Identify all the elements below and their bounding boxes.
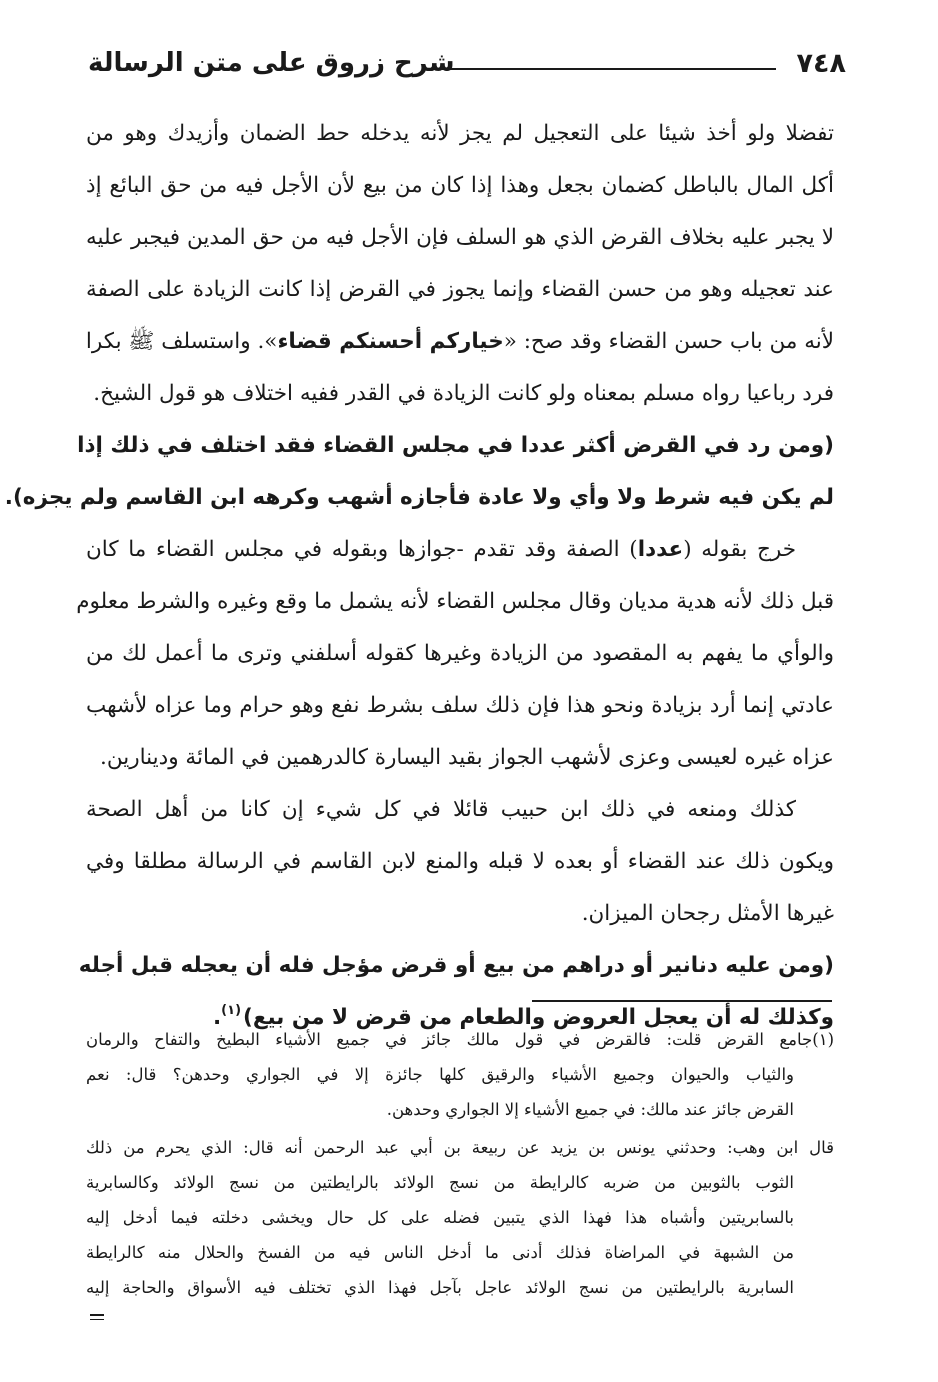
text-line: عند تعجيله وهو من حسن القضاء وإنما يجوز في القرض إذا كانت الزيادة على الصفة xyxy=(86,277,834,302)
text-line: ويكون ذلك عند القضاء أو بعده لا قبله والمنع لابن القاسم في الرسالة مطلقا وفي xyxy=(86,849,834,874)
footnote-line: من الشبهة في المراضاة فذلك أدنى ما أدخل الناس فيه من الفسخ والحلال منه كالرايطة xyxy=(86,1243,794,1262)
matn-line: لم يكن فيه شرط ولا وأي ولا عادة فأجازه أشهب وكرهه ابن القاسم ولم يجزه). xyxy=(4,485,834,510)
continuation-mark xyxy=(90,1314,104,1323)
text-line: لا يجبر عليه بخلاف القرض الذي هو السلف فإن الأجل فيه من حق المدين فيجبر عليه xyxy=(86,225,834,250)
text-line: عادتي إنما أرد بزيادة ونحو هذا فإن ذلك سلف بشرط نفع وهو حرام وما عزاه لأشهب xyxy=(86,693,834,718)
footnote-line: بالسابريتين وأشباه هذا فهذا الذي يتبين فضله على كل حال ويخشى دخلته فيما أدخل إليه xyxy=(86,1208,794,1227)
matn-term: عددا xyxy=(637,537,684,562)
text-segment: خرج بقوله ( xyxy=(683,537,796,562)
text-line: عزاه غيره لعيسى وعزى لأشهب الجواز بقيد اليسارة كالدرهمين في المائة ودينارين. xyxy=(100,745,834,770)
footnote-line: (١)جامع القرض قلت: فالقرض في قول مالك جائز في جميع الأشياء البطيخ والتفاح والرمان xyxy=(86,1030,834,1049)
text-line: والوأي ما يفهم به المقصود من الزيادة وغيرها كقوله أسلفني وترى ما أعمل لك من xyxy=(86,641,834,666)
text-segment: ) الصفة وقد تقدم -جوازها وبقوله في مجلس القضاء ما كان xyxy=(86,537,638,562)
text-line: كذلك ومنعه في ذلك ابن حبيب قائلا في كل شيء إن كانا من أهل الصحة xyxy=(86,797,796,822)
matn-line: (ومن رد في القرض أكثر عددا في مجلس القضاء فقد اختلف في ذلك إذا xyxy=(77,433,834,458)
text-line xyxy=(86,316,834,368)
matn-line: (ومن عليه دنانير أو دراهم من بيع أو قرض مؤجل فله أن يعجله قبل أجله xyxy=(78,953,834,978)
footnote-line: والثياب والحيوان وجميع الأشياء والرقيق كلها جائزة إلا في الجواري وحدهن؟ قال: نعم xyxy=(86,1065,794,1084)
footnote-separator xyxy=(532,1000,832,1002)
text-segment: لأنه من باب حسن القضاء وقد صح: « xyxy=(503,329,834,354)
text-line: أكل المال بالباطل كضمان بجعل وهذا إذا كان من بيع لأن الأجل فيه من حق البائع إذ xyxy=(86,173,834,198)
text-line xyxy=(86,524,834,576)
footnote-ref[interactable]: (١) xyxy=(221,1003,242,1018)
header-rule xyxy=(441,68,776,70)
footnote-line: السابرية بالرايطتين من نسج الولائد عاجل بآجل فهذا الذي تختلف فيه الأسواق والحاجة إليه xyxy=(86,1278,794,1297)
text-segment: وكذلك له أن يعجل العروض والطعام من قرض لا من بيع) xyxy=(243,1005,834,1030)
footnote-line: الثوب بالثوبين من ضربه كالرايطة من نسج الولائد بالرايطتين من نسج الولائد وكالسابرية xyxy=(86,1173,794,1192)
footnote-line: القرض جائز عند مالك: في جميع الأشياء إلا الجواري وحدهن. xyxy=(386,1100,794,1119)
text-line: فرد رباعيا رواه مسلم بمعناه ولو كانت الزيادة في القدر ففيه اختلاف هو قول الشيخ. xyxy=(93,381,834,406)
text-line: تفضلا ولو أخذ شيئا على التعجيل لم يجز لأنه يدخله حط الضمان وأزيدك وهو من xyxy=(86,121,834,146)
text-segment: . xyxy=(213,1005,222,1030)
text-segment: ». واستسلف ﷺ بكرا xyxy=(85,329,278,354)
main-text xyxy=(4,108,834,1044)
text-line: قبل ذلك لأنه هدية مديان وقال مجلس القضاء لأنه يشمل ما وقع وغيره والشرط معلوم xyxy=(76,589,834,614)
page-header xyxy=(88,48,846,88)
page-number: ٧٤٨ xyxy=(796,48,846,79)
hadith-quote: خياركم أحسنكم قضاء xyxy=(277,329,504,354)
running-title: شرح زروق على متن الرسالة xyxy=(88,48,455,78)
footnotes xyxy=(86,1022,834,1305)
footnote-line: قال ابن وهب: وحدثني يونس بن يزيد عن ربيعة بن أبي عبد الرحمن أنه قال: الذي يحرم من ذلك xyxy=(86,1138,834,1157)
text-line: غيرها الأمثل رجحان الميزان. xyxy=(581,901,834,926)
